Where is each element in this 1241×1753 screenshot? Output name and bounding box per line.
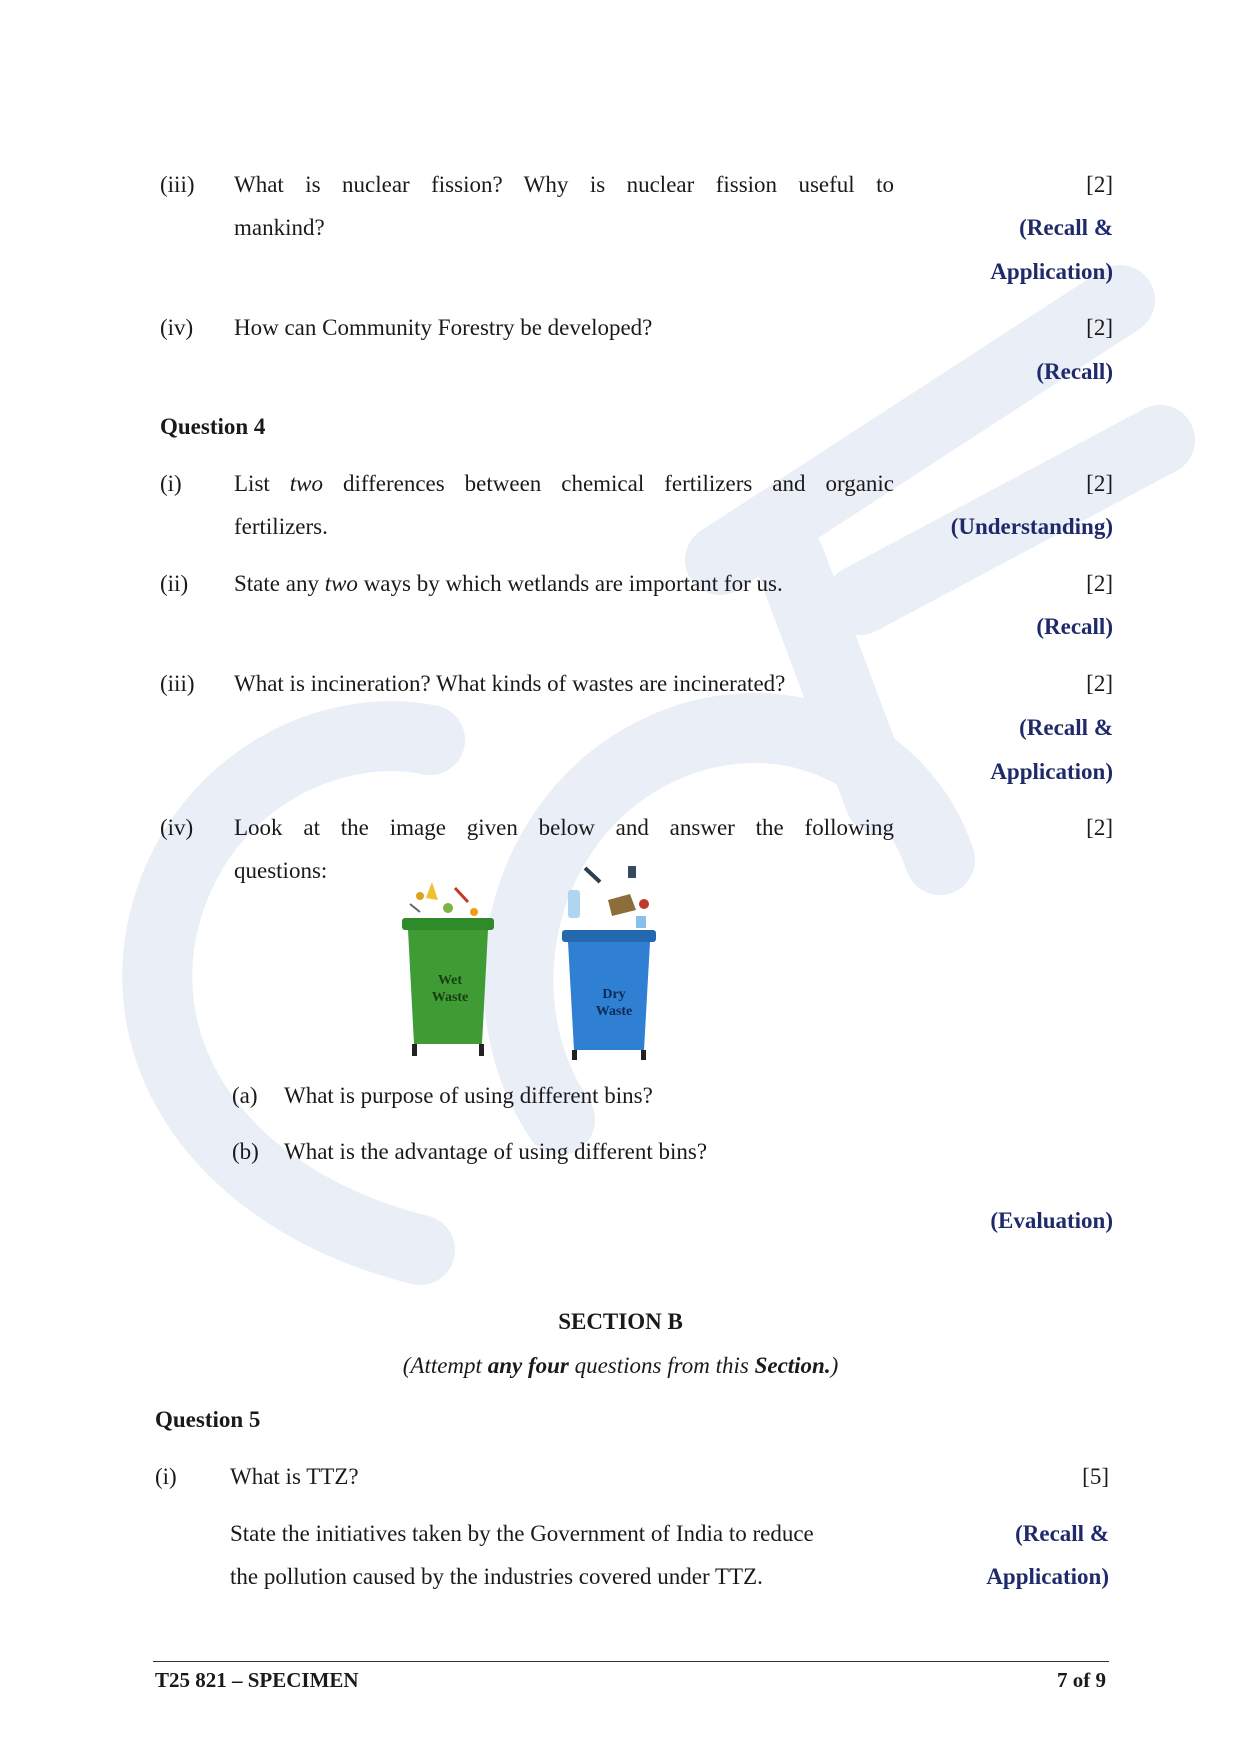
q3-iii-line2: mankind? — [234, 215, 325, 240]
q4-iv-b-text: What is the advantage of using different bins? — [284, 1139, 708, 1164]
q3-iv-number: (iv) — [160, 315, 194, 340]
q5-i-para1: State the initiatives taken by the Government of India to reduce — [230, 1521, 814, 1546]
q4-iii-tag2: Application) — [990, 759, 1113, 784]
q4-ii-text: State any two ways by which wetlands are important for us. — [234, 571, 783, 596]
page-number: 7 of 9 — [1057, 1668, 1106, 1692]
waste-bins-illustration — [390, 860, 680, 1060]
section-b-instruction: (Attempt any four questions from this Section.) — [402, 1353, 839, 1378]
q4-iv-tag: (Evaluation) — [990, 1208, 1113, 1233]
q5-i-text: What is TTZ? — [230, 1464, 359, 1489]
q4-ii-marks: [2] — [1086, 571, 1113, 596]
q4-iii-number: (iii) — [160, 671, 195, 696]
q4-iv-a-number: (a) — [232, 1083, 258, 1108]
q4-iv-marks: [2] — [1086, 815, 1113, 840]
wet-waste-bin — [402, 882, 494, 1056]
q5-i-para2: the pollution caused by the industries covered under TTZ. — [230, 1564, 763, 1589]
q4-iii-tag1: (Recall & — [1019, 715, 1113, 740]
q5-i-tag2: Application) — [986, 1564, 1109, 1589]
q4-i-marks: [2] — [1086, 471, 1113, 496]
q4-iii-marks: [2] — [1086, 671, 1113, 696]
section-b-title: SECTION B — [558, 1309, 683, 1334]
question-5-title: Question 5 — [155, 1407, 261, 1432]
wet-waste-label: Wet Waste — [431, 973, 469, 1005]
footer-rule — [153, 1661, 1109, 1662]
q3-iii-marks: [2] — [1086, 172, 1113, 197]
dry-waste-bin — [562, 866, 656, 1060]
q4-ii-number: (ii) — [160, 571, 189, 596]
q5-i-marks: [5] — [1082, 1464, 1109, 1489]
q3-iv-text: How can Community Forestry be developed? — [234, 315, 653, 340]
q3-iii-line1: What is nuclear fission? Why is nuclear fission useful to — [234, 172, 894, 197]
q3-iii-tag1: (Recall & — [1019, 215, 1113, 240]
q4-iv-b-number: (b) — [232, 1139, 259, 1164]
q4-iv-a-text: What is purpose of using different bins? — [284, 1083, 653, 1108]
question-4-title: Question 4 — [160, 414, 266, 439]
q4-ii-tag: (Recall) — [1036, 614, 1113, 639]
q4-i-line1: List two differences between chemical fertilizers and organic — [234, 471, 895, 496]
q3-iv-marks: [2] — [1086, 315, 1113, 340]
q3-iii-tag2: Application) — [990, 259, 1113, 284]
q4-i-number: (i) — [160, 471, 182, 496]
q5-i-number: (i) — [155, 1464, 177, 1489]
q3-iv-tag: (Recall) — [1036, 359, 1113, 384]
q4-iv-line2: questions: — [234, 858, 328, 883]
q4-iii-text: What is incineration? What kinds of wastes are incinerated? — [234, 671, 786, 696]
q4-iv-line1: Look at the image given below and answer the following — [234, 815, 894, 840]
q4-iv-number: (iv) — [160, 815, 194, 840]
q5-i-tag1: (Recall & — [1015, 1521, 1109, 1546]
q4-i-tag: (Understanding) — [950, 514, 1113, 539]
q4-i-line2: fertilizers. — [234, 514, 328, 539]
q3-iii-number: (iii) — [160, 172, 195, 197]
dry-waste-label: Dry Waste — [595, 987, 633, 1019]
footer-code: T25 821 – SPECIMEN — [155, 1668, 359, 1692]
